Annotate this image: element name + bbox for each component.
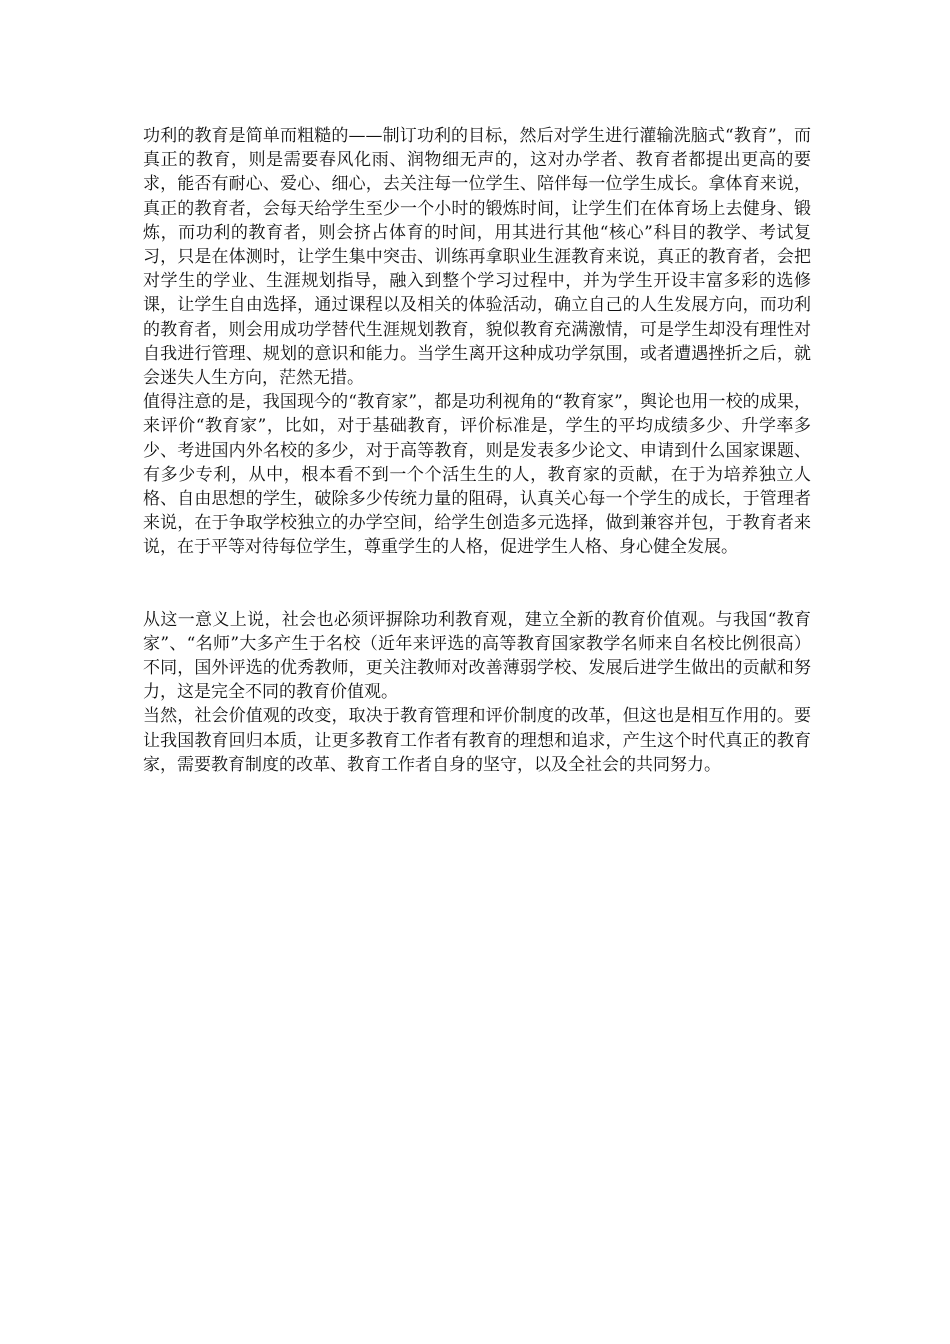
paragraph-utilitarian-education: 功利的教育是简单而粗糙的——制订功利的目标，然后对学生进行灌输洗脑式“教育”，而真正的教育，则是需要春风化雨、润物细无声的，这对办学者、教育者都提出更高的要求，能否有耐心、爱心、细心，去关注每一位学生、陪伴每一位学生成长。拿体育来说，真正的教育者，会每天给学生至少一个小时的锻炼时间，让学生们在体育场上去健身、锻炼，而功利的教育者，则会挤占体育的时间，用其进行其他“核心”科目的教学、考试复习，只是在体测时，让学生集中突击、训练再拿职业生涯教育来说，真正的教育者，会把对学生的学业、生涯规划指导，融入到整个学习过程中，并为学生开设丰富多彩的选修课，让学生自由选择，通过课程以及相关的体验活动，确立自己的人生发展方向，而功利的教育者，则会用成功学替代生涯规划教育，貌似教育充满激情，可是学生却没有理性对自我进行管理、规划的意识和能力。当学生离开这种成功学氛围，或者遭遇挫折之后，就会迷失人生方向，茫然无措。 xyxy=(143,126,811,389)
document-body xyxy=(143,124,811,777)
paragraph-educator-evaluation: 值得注意的是，我国现今的“教育家”，都是功利视角的“教育家”，舆论也用一校的成果，来评价“教育家”，比如，对于基础教育，评价标准是，学生的平均成绩多少、升学率多少、考进国内外名校的多少，对于高等教育，则是发表多少论文、申请到什么国家课题、有多少专利，从中，根本看不到一个个活生生的人，教育家的贡献，在于为培养独立人格、自由思想的学生，破除多少传统力量的阻碍，认真关心每一个学生的成长，于管理者来说，在于争取学校独立的办学空间，给学生创造多元选择，做到兼容并包，于教育者来说，在于平等对待每位学生，尊重学生的人格，促进学生人格、身心健全发展。 xyxy=(143,392,811,558)
paragraph-spacer xyxy=(143,560,811,608)
paragraph-new-values: 从这一意义上说，社会也必须评摒除功利教育观，建立全新的教育价值观。与我国“教育家”、“名师”大多产生于名校（近年来评选的高等教育国家教学名师来自名校比例很高）不同，国外评选的优秀教师，更关注教师对改善薄弱学校、发展后进学生做出的贡献和努力，这是完全不同的教育价值观。 xyxy=(143,609,811,703)
paragraph-conclusion: 当然，社会价值观的改变，取决于教育管理和评价制度的改革，但这也是相互作用的。要让我国教育回归本质，让更多教育工作者有教育的理想和追求，产生这个时代真正的教育家，需要教育制度的改革、教育工作者自身的坚守，以及全社会的共同努力。 xyxy=(143,706,811,775)
